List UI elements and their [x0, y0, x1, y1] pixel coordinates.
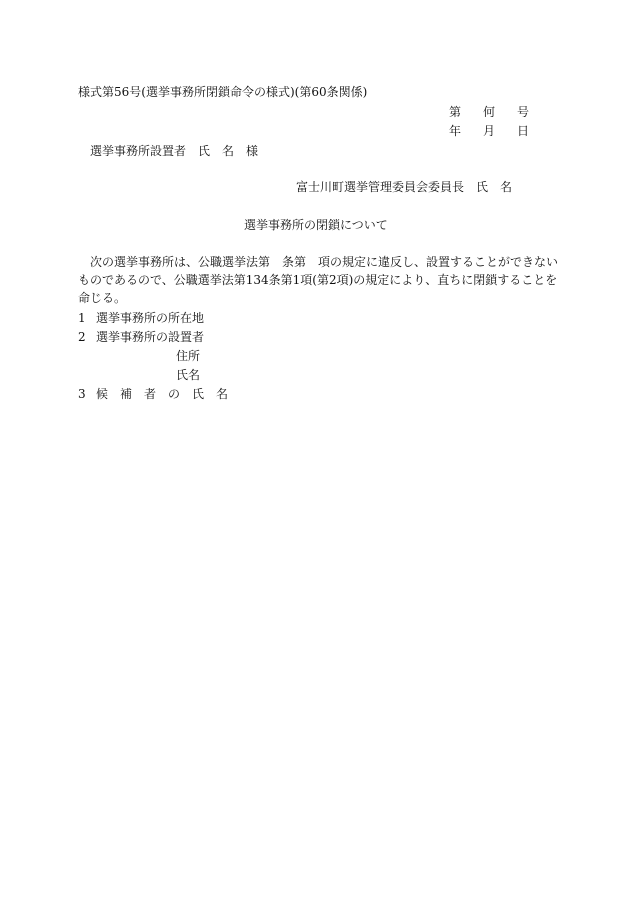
- doc-number-nan: 何: [483, 105, 496, 119]
- body-paragraph: [78, 253, 558, 307]
- doc-number-go: 号: [517, 105, 530, 119]
- item-label: 選挙事務所の所在地: [96, 311, 205, 325]
- document-number: [449, 106, 529, 118]
- doc-date-day: 日: [517, 124, 530, 138]
- document-date: [449, 125, 529, 137]
- item-label: 選挙事務所の設置者: [96, 330, 205, 344]
- list-item-location: [78, 312, 204, 324]
- item-number: 3: [78, 387, 86, 401]
- subject-title: 選挙事務所の閉鎖について: [244, 218, 388, 232]
- doc-date-month: 月: [483, 124, 496, 138]
- item-number: 2: [78, 330, 86, 344]
- sender: 富士川町選挙管理委員会委員長 氏 名: [296, 180, 513, 194]
- item-number: 1: [78, 311, 86, 325]
- installer-address-label: 住所: [176, 349, 201, 363]
- list-item-installer: [78, 331, 204, 343]
- body-text: 次の選挙事務所は、公職選挙法第 条第 項の規定に違反し、設置することができないものであるので、公職選挙法第134条第1項(第2項)の規定により、直ちに閉鎖することを命じる。: [78, 255, 559, 305]
- addressee: 選挙事務所設置者 氏 名 様: [90, 144, 259, 158]
- doc-number-dai: 第: [449, 105, 462, 119]
- installer-name-label: 氏名: [176, 368, 201, 382]
- item-label: 候 補 者 の 氏 名: [96, 387, 229, 401]
- doc-date-year: 年: [449, 124, 462, 138]
- form-title: 様式第56号(選挙事務所閉鎖命令の様式)(第60条関係): [78, 85, 368, 99]
- list-item-candidate: [78, 388, 228, 400]
